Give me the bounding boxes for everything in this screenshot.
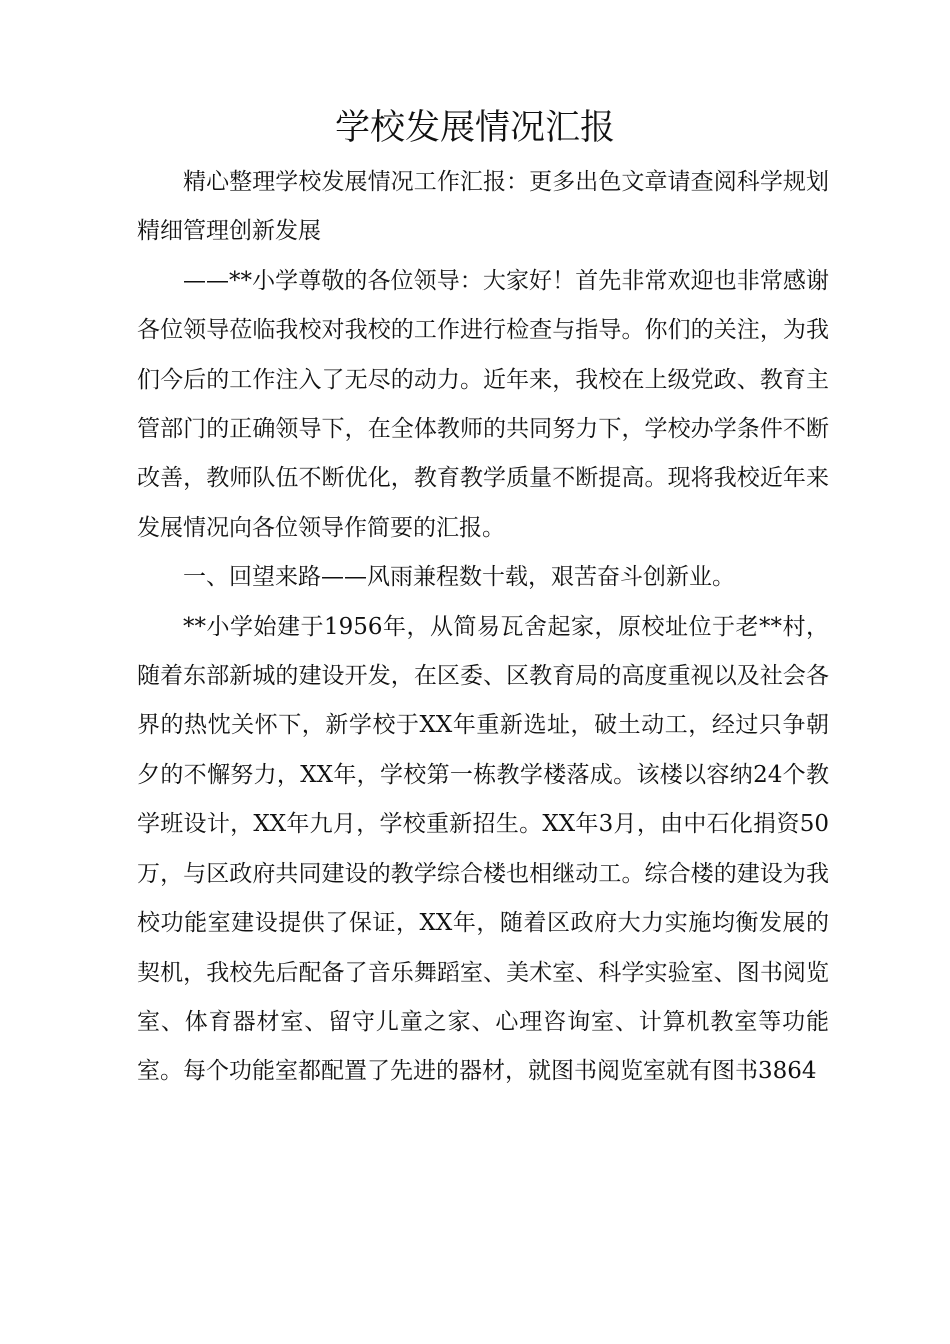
paragraph-intro: 精心整理学校发展情况工作汇报：更多出色文章请查阅科学规划精细管理创新发展 — [137, 169, 829, 245]
paragraph-greeting: ——**小学尊敬的各位领导：大家好！首先非常欢迎也非常感谢各位领导莅临我校对我校的工作进行检查与指导。你们的关注，为我们今后的工作注入了无尽的动力。近年来，我校在上级党政、教育主管部门的正确领导下，在全体教师的共同努力下，学校办学条件不断改善，教师队伍不断优化，教育教学质量不断提高。现将我校近年来发展情况向各位领导作简要的汇报。 — [137, 267, 829, 541]
document-title: 学校发展情况汇报 — [334, 108, 615, 148]
document-body — [137, 158, 829, 1097]
paragraph-history: **小学始建于1956年，从简易瓦舍起家，原校址位于老**村，随着东部新城的建设开发，在区委、区教育局的高度重视以及社会各界的热忱关怀下，新学校于XX年重新选址，破土动工，经过只争朝夕的不懈努力，XX年，学校第一栋教学楼落成。该楼以容纳24个教学班设计，XX年九月，学校重新招生。XX年3月，由中石化捐资50万，与区政府共同建设的教学综合楼也相继动工。综合楼的建设为我校功能室建设提供了保证，XX年，随着区政府大力实施均衡发展的契机，我校先后配备了音乐舞蹈室、美术室、科学实验室、图书阅览室、体育器材室、留守儿童之家、心理咨询室、计算机教室等功能室。每个功能室都配置了先进的器材，就图书阅览室就有图书3864 — [137, 613, 829, 1085]
section-heading-1: 一、回望来路——风雨兼程数十载，艰苦奋斗创新业。 — [183, 564, 735, 591]
